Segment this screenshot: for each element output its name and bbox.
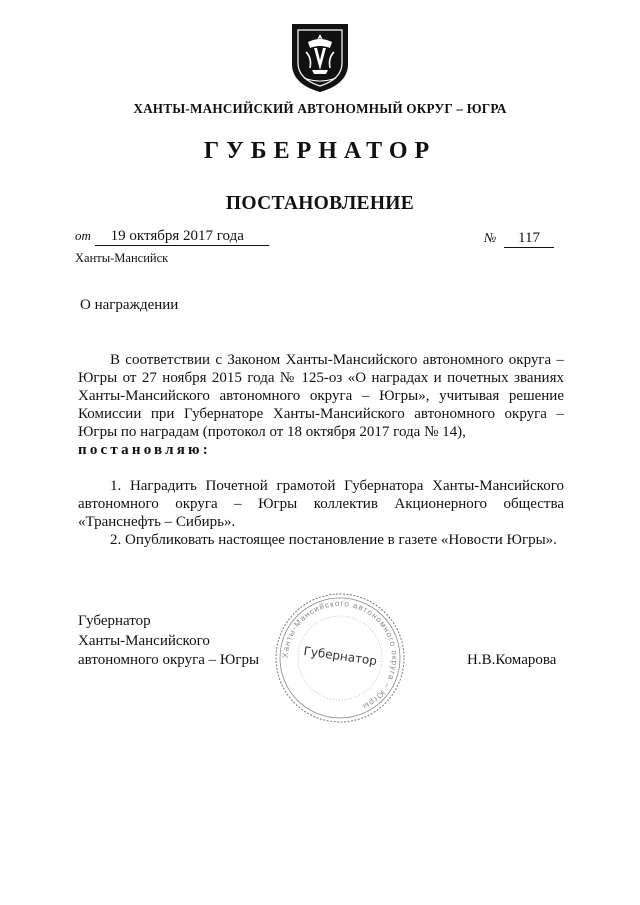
document-subject: О награждении — [80, 297, 179, 313]
intro-paragraph: В соответствии с Законом Ханты-Мансийского автономного округа – Югры от 27 ноября 2015 года № 125-оз «О наградах и почетных званиях Ханты-Мансийского автономного округа – Югры», учитывая решение Комиссии при Губернаторе Ханты-Мансийского автономного округа – Югры по наградам (протокол от 18 октября 2017 года № 14), — [78, 352, 564, 440]
coat-of-arms-emblem — [284, 18, 356, 94]
signer-name: Н.В.Комарова — [467, 652, 557, 668]
decree-colon: : — [202, 442, 208, 458]
document-number: 117 — [504, 230, 554, 248]
document-type-title: ПОСТАНОВЛЕНИЕ — [225, 193, 415, 214]
seal-center-text: Губернатор — [302, 643, 378, 669]
decree-word: постановляю — [78, 442, 203, 458]
decree-item-1: 1. Наградить Почетной грамотой Губернатора Ханты-Мансийского автономного округа – Югры коллектив Акционерного общества «Транснефть – Сибирь». — [78, 478, 564, 530]
signature-title-line-2: Ханты-Мансийского — [78, 632, 210, 649]
document-body — [78, 351, 564, 549]
signature-title-line-3: автономного округа – Югры — [78, 652, 260, 668]
official-seal-stamp — [270, 588, 410, 728]
seal-ring-text: Ханты-Мансийского автономного округа – Югры — [280, 598, 400, 712]
decree-item-2: 2. Опубликовать настоящее постановление в газете «Новости Югры». — [110, 532, 557, 548]
document-date: 19 октября 2017 года — [95, 228, 269, 246]
signature-title-line-1: Губернатор — [78, 613, 151, 629]
authority-title: ГУБЕРНАТОР — [203, 138, 437, 164]
decree-line — [78, 441, 564, 459]
number-line — [484, 230, 554, 248]
number-sign: № — [484, 230, 497, 245]
date-prefix: от — [75, 228, 91, 243]
date-line — [75, 228, 269, 246]
region-title: ХАНТЫ-МАНСИЙСКИЙ АВТОНОМНЫЙ ОКРУГ – ЮГРА — [133, 101, 507, 116]
city-label: Ханты-Мансийск — [75, 251, 169, 265]
signature-block — [78, 612, 259, 671]
